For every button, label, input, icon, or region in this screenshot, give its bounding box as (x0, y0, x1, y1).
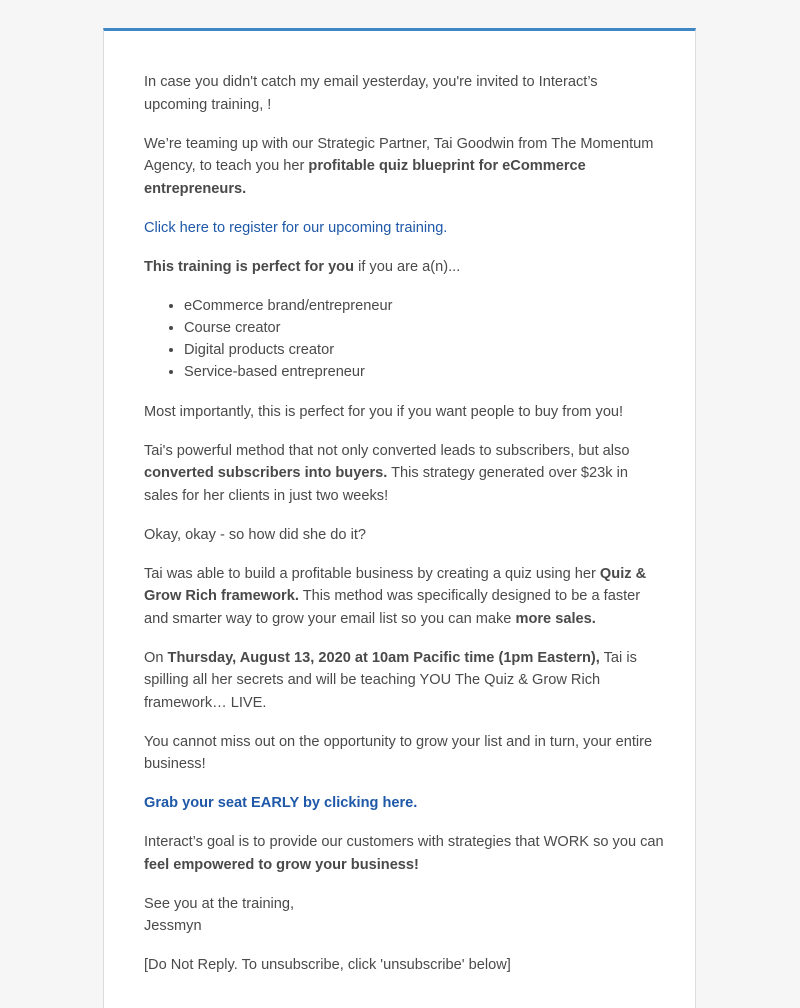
grab-seat-link[interactable]: Grab your seat EARLY by clicking here. (144, 795, 418, 811)
list-item: • eCommerce brand/entrepreneur (184, 295, 664, 317)
perfect-text: if you are a(n)... (354, 258, 461, 275)
okay-paragraph: Okay, okay - so how did she do it? (144, 526, 366, 543)
method-text-1: Tai's powerful method that not only converted leads to subscribers, but also (144, 442, 630, 459)
goal-text: Interact’s goal is to provide our customers with strategies that WORK so you can (144, 834, 664, 850)
quiz-bold-2: more sales. (515, 610, 596, 627)
list-item: • Course creator (184, 317, 664, 339)
date-bold: Thursday, August 13, 2020 at 10am Pacific time (1pm Eastern), (167, 649, 600, 666)
method-text-2: This strategy generated over $23k in sales for her clients in just two weeks! (144, 465, 628, 504)
partner-paragraph (144, 133, 664, 201)
perfect-bold: This training is perfect for you (144, 258, 355, 275)
footer-note: [Do Not Reply. To unsubscribe, click 'unsubscribe' below] (144, 957, 511, 973)
miss-paragraph: You cannot miss out on the opportunity to grow your list and in turn, your entire business! (144, 733, 653, 772)
register-paragraph (144, 217, 664, 240)
partner-bold: profitable quiz blueprint for eCommerce entrepreneurs. (144, 158, 586, 197)
important-paragraph: Most importantly, this is perfect for you if you want people to buy from you! (144, 403, 624, 420)
quiz-text-1: Tai was able to build a profitable business by creating a quiz using her (144, 565, 600, 582)
partner-text: We’re teaming up with our Strategic Partner, Tai Goodwin from The Momentum Agency, to teach you her (144, 135, 654, 174)
intro-paragraph: In case you didn't catch my email yesterday, you're invited to Interact’s upcoming training, ! (144, 74, 598, 113)
goal-bold: feel empowered to grow your business! (144, 856, 419, 873)
method-bold: converted subscribers into buyers. (144, 465, 388, 481)
date-text-2: Tai is spilling all her secrets and will be teaching YOU The Quiz & Grow Rich framework… LIVE. (144, 649, 637, 711)
signoff (144, 893, 664, 938)
register-link[interactable]: Click here to register for our upcoming training. (144, 219, 448, 236)
email-card (103, 28, 696, 1008)
signoff-line: See you at the training, (144, 895, 295, 912)
signoff-name: Jessmyn (144, 918, 202, 934)
grab-paragraph (144, 792, 664, 815)
date-paragraph (144, 647, 664, 715)
email-body (144, 71, 664, 993)
list-item: • Service-based entrepreneur (184, 361, 664, 383)
list-item: • Digital products creator (184, 339, 664, 361)
quiz-bold-1: Quiz & Grow Rich framework. (144, 565, 647, 604)
perfect-paragraph (144, 256, 664, 279)
goal-paragraph (144, 831, 664, 876)
quiz-text-2: This method was specifically designed to be a faster and smarter way to grow your email list so you can make (144, 588, 641, 627)
quiz-paragraph (144, 563, 664, 631)
method-paragraph (144, 440, 664, 508)
date-text-1: On (144, 649, 168, 666)
audience-list (144, 295, 664, 383)
